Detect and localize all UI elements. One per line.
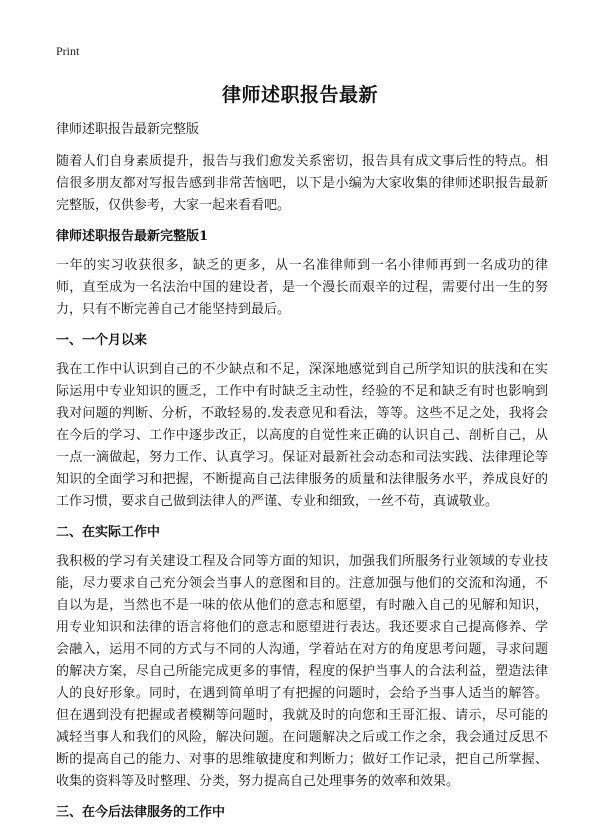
article-intro-paragraph: 一年的实习收获很多，缺乏的更多，从一名准律师到一名小律师再到一名成功的律师，直至成为一名法治中国的建设者，是一个漫长而艰辛的过程，需要付出一生的努力，只有不断完善自己才能坚持到最后。 <box>56 258 548 317</box>
section-body-1: 我在工作中认识到自己的不少缺点和不足，深深地感觉到自己所学知识的肤浅和在实际运用中专业知识的匮乏，工作中有时缺乏主动性，经验的不足和缺乏有时也影响到我对问题的判断、分析，不敢轻易的.发表意见和看法，等等。这些不足之处，我将会在今后的学习、工作中逐步改正，以高度的自觉性来正确的认识自己、剖析自己，从一点一滴做起，努力工作、认真学习。保证对最新社会动态和司法实践、法律理论等知识的全面学习和把握，不断提高自己法律服务的质量和法律服务水平，养成良好的工作习惯，要求自己做到法律人的严谨、专业和细致，一丝不苟，真诚敬业。 <box>56 362 548 509</box>
document-subtitle: 律师述职报告最新完整版 <box>56 122 200 137</box>
article-heading: 律师述职报告最新完整版1 <box>56 229 209 244</box>
section-heading-1: 一、一个月以来 <box>56 333 148 348</box>
page-title: 律师述职报告最新 <box>221 84 378 106</box>
section-heading-2: 二、在实际工作中 <box>56 525 161 540</box>
intro-paragraph: 随着人们自身素质提升，报告与我们愈发关系密切，报告具有成文事后性的特点。相信很多朋友都对写报告感到非常苦恼吧，以下是小编为大家收集的律师述职报告最新完整版，仅供参考，大家一起来看看吧。 <box>56 154 548 213</box>
section-heading-3: 三、在今后法律服务的工作中 <box>56 805 226 820</box>
section-body-2: 我积极的学习有关建设工程及合同等方面的知识，加强我们所服务行业领域的专业技能，尽力要求自己充分领会当事人的意图和目的。注意加强与他们的交流和沟通，不自以为是，当然也不是一味的依从他们的意志和愿望，有时融入自己的见解和知识，用专业知识和法律的语言将他们的意志和愿望进行表达。我还要求自己提高修养、学会融入，运用不同的方式与不同的人沟通，学着站在对方的角度思考问题，寻求问题的解决方案，尽自己所能完成更多的事情，程度的保护当事人的合法利益，塑造法律人的良好形象。同时，在遇到简单明了有把握的问题时，会给予当事人适当的解答。但在遇到没有把握或者模糊等问题时，我就及时的向您和王哥汇报、请示，尽可能的减轻当事人和我们的风险，解决问题。在问题解决之后或工作之余，我会通过反思不断的提高自己的能力、对事的思维敏捷度和判断力；做好工作记录，把自己所掌握、收集的资料等及时整理、分类，努力提高自己处理事务的效率和效果。 <box>56 554 548 789</box>
print-label: Print <box>56 44 80 58</box>
document-body <box>56 121 548 831</box>
